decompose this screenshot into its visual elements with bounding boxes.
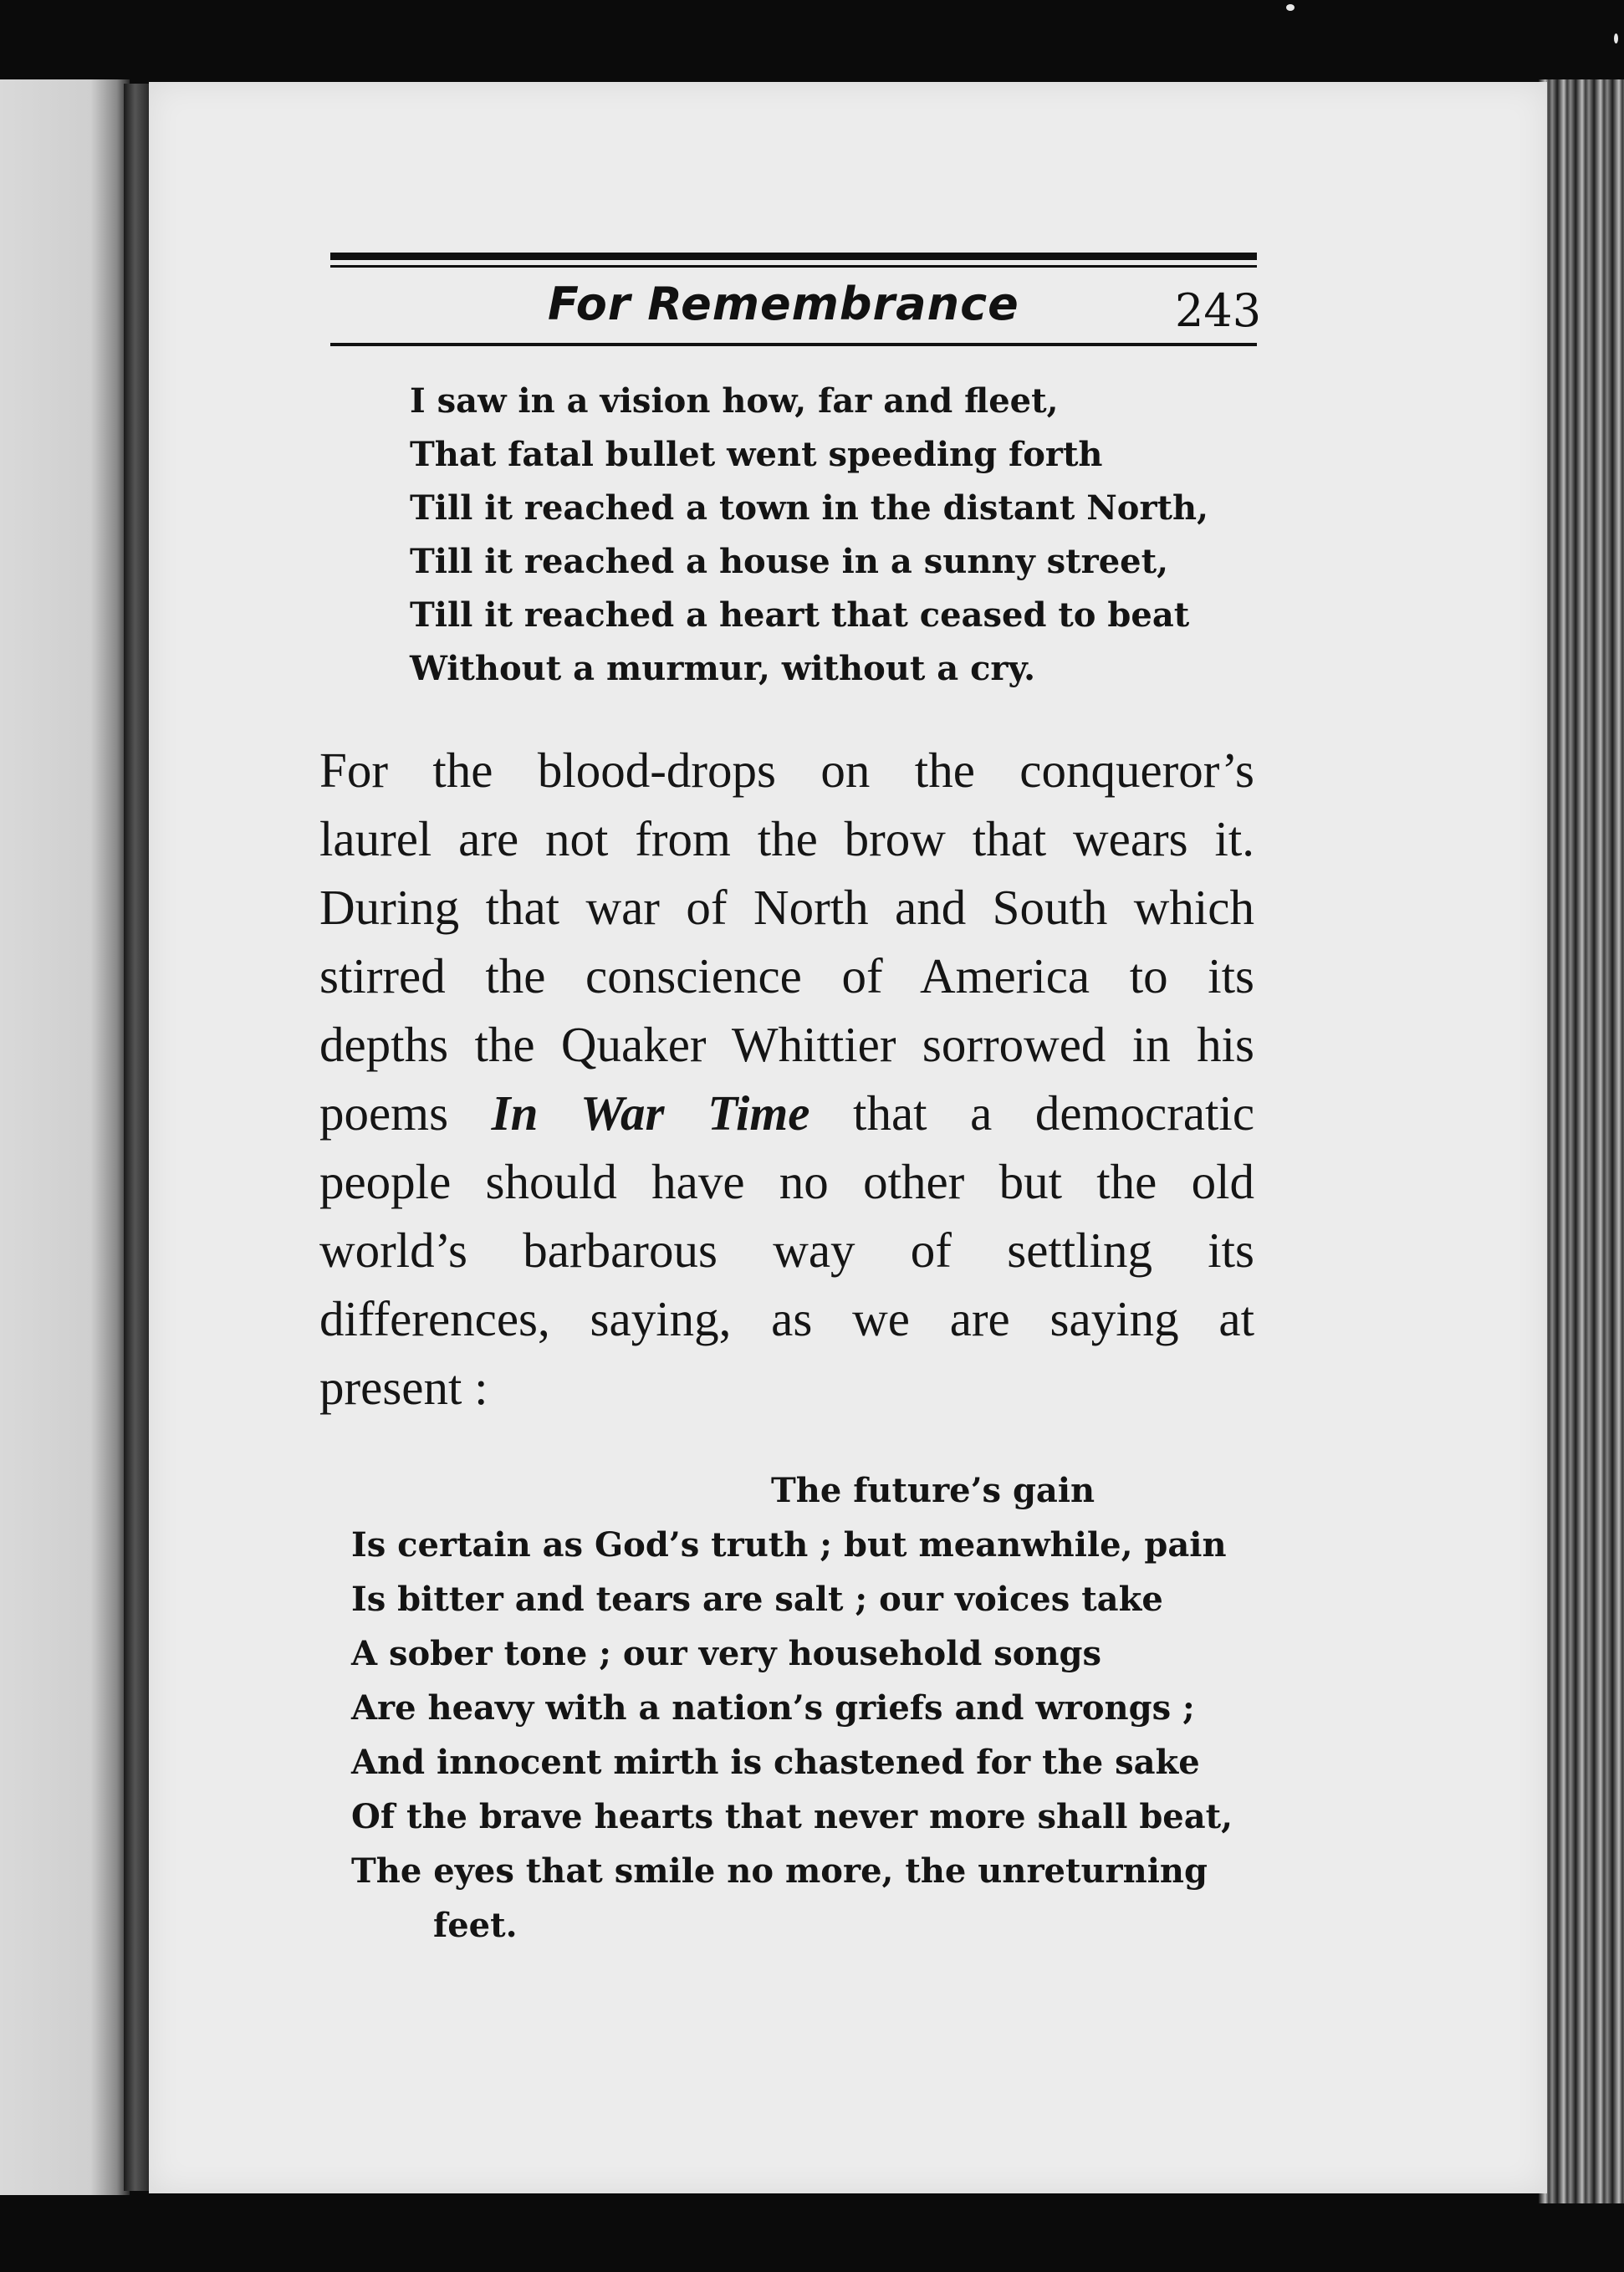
right-page-edges [1539, 79, 1624, 2203]
prose-line: During that war of North and South which [319, 880, 1254, 935]
verse-block-one [410, 375, 1208, 696]
verse-line: That fatal bullet went speeding forth [410, 435, 1103, 474]
verse-line: The future’s gain [771, 1471, 1095, 1510]
verse-line: Is bitter and tears are salt ; our voices take [351, 1580, 1163, 1619]
verse-line: The eyes that smile no more, the unreturning [351, 1851, 1208, 1891]
prose-line: stirred the conscience of America to its [319, 948, 1254, 1003]
verse-line: A sober tone ; our very household songs [351, 1634, 1102, 1673]
verse-block-two [351, 1463, 1233, 1953]
binding-gutter [124, 84, 149, 2191]
left-page-edge [0, 79, 130, 2195]
header-rule-thick [330, 253, 1257, 260]
verse-line: Without a murmur, without a cry. [410, 649, 1036, 688]
prose-line: depths the Quaker Whittier sorrowed in his [319, 1017, 1254, 1072]
verse-line: feet. [433, 1906, 518, 1945]
verse-line: Till it reached a house in a sunny street, [410, 542, 1169, 581]
prose-line: present : [319, 1360, 488, 1415]
poem-title-italic: In War Time [491, 1085, 810, 1141]
prose-text: that a democratic [809, 1085, 1255, 1141]
verse-line: And innocent mirth is chastened for the sake [351, 1743, 1200, 1782]
verse-line: Of the brave hearts that never more shall beat, [351, 1797, 1233, 1836]
verse-line: Till it reached a town in the distant North, [410, 488, 1209, 528]
verse-line: Are heavy with a nation’s griefs and wrongs ; [351, 1688, 1195, 1728]
prose-line: laurel are not from the brow that wears it. [319, 811, 1254, 866]
prose-text: poems [319, 1085, 492, 1141]
page-number: 243 [1175, 284, 1262, 337]
prose-line [319, 1079, 1254, 1147]
prose-line: world’s barbarous way of settling its [319, 1223, 1254, 1278]
verse-line: Is certain as God’s truth ; but meanwhile, pain [351, 1525, 1227, 1565]
verse-line: Till it reached a heart that ceased to beat [410, 595, 1190, 635]
prose-paragraph [319, 736, 1254, 1422]
prose-line: differences, saying, as we are saying at [319, 1291, 1254, 1346]
dust-speck [1286, 4, 1295, 11]
running-title: For Remembrance [548, 278, 1019, 330]
dust-speck [1614, 33, 1618, 43]
prose-line: people should have no other but the old [319, 1154, 1254, 1209]
header-rule-thin [330, 265, 1257, 268]
header-rule-bottom [330, 343, 1257, 346]
verse-line: I saw in a vision how, far and fleet, [410, 381, 1059, 421]
prose-line: For the blood-drops on the conqueror’s [319, 743, 1254, 798]
